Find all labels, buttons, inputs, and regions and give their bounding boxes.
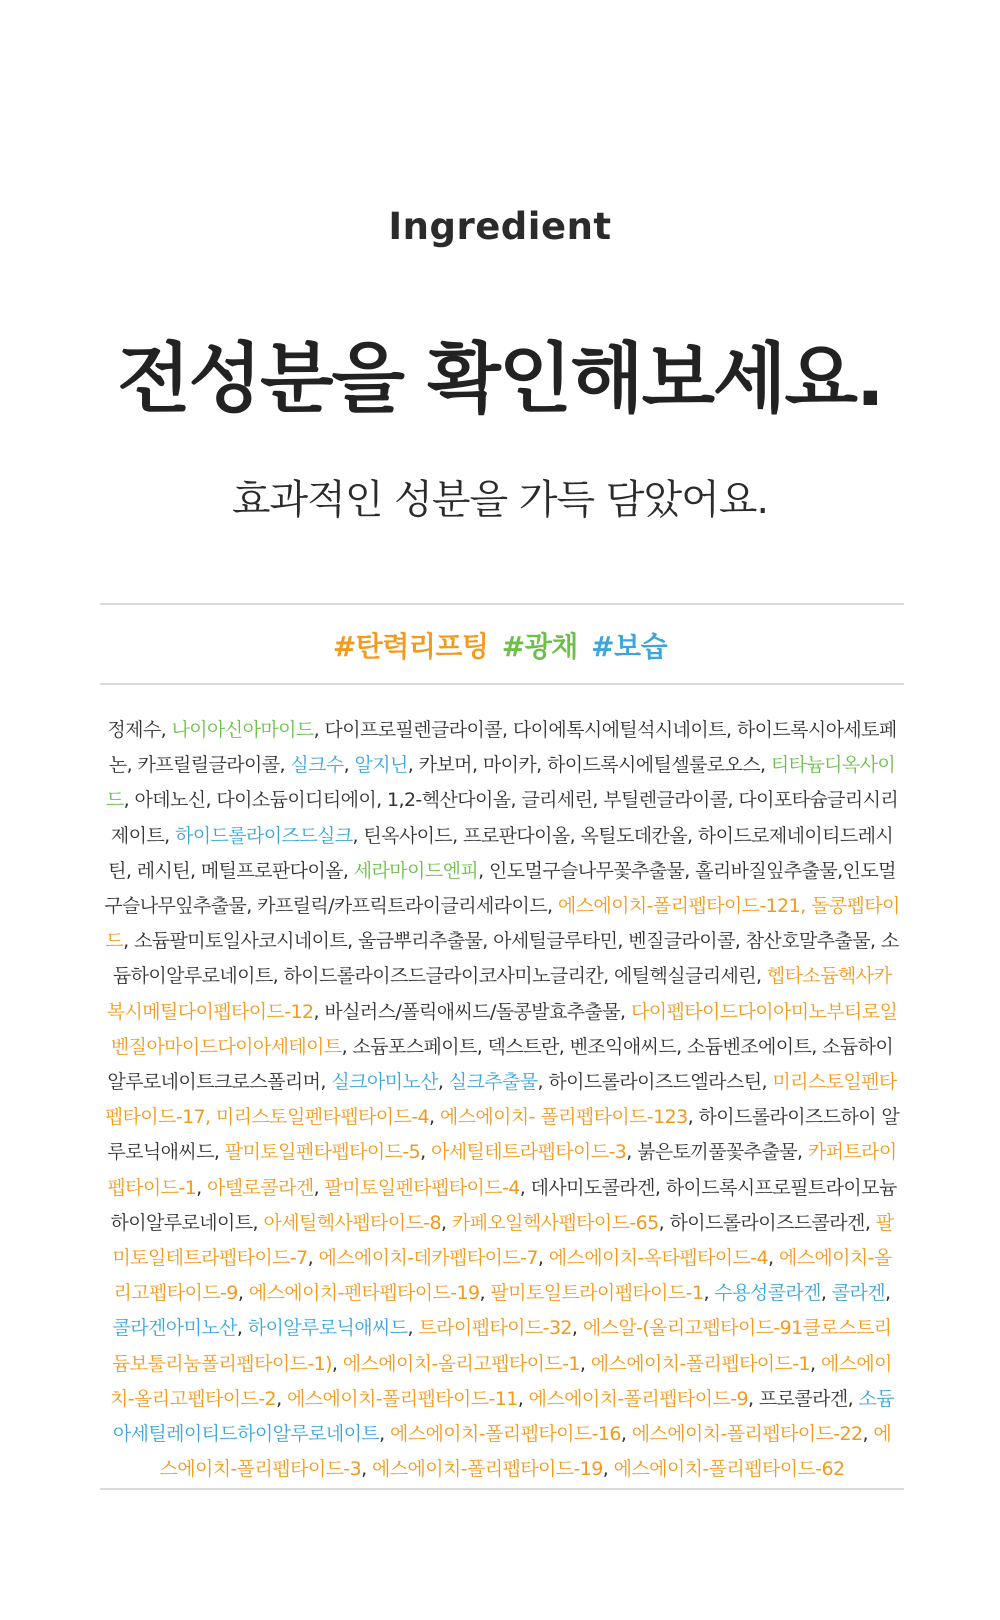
ingredient-text: , 아데노신, 다이소듐이디티에이, 1,2-헥산다이올, 글리세린, 부틸렌글라이콜, 다이포타슘글리시리제이트, [110,789,899,847]
ingredient-highlight: 나이아신아마이드 [171,719,314,741]
ingredient-text: , [517,1387,529,1410]
ingredient-highlight: 에스에이치-펜타펩타이드-19 [248,1282,480,1305]
ingredient-highlight: 실크아미노산 [331,1071,438,1094]
ingredient-highlight: 에스알-(올리고펩타이드-91클로스트리듐보툴리눔폴리펩타이드-1) [112,1317,892,1375]
ingredient-text: , [571,1317,583,1340]
page-title: 전성분을 확인해보세요. [117,334,883,423]
ingredient-highlight: 수용성콜라겐 [714,1282,821,1305]
section-eyebrow: Ingredient [388,205,612,248]
ingredient-text: , 프로콜라겐, [747,1387,859,1410]
ingredient-highlight: 에스에이치-올리고펩타이드-2 [110,1352,892,1410]
ingredient-highlight: 에스에이치-폴리펩타이드-1 [590,1352,811,1375]
ingredient-text: , [331,1352,343,1375]
ingredient-highlight: 에스에이치-폴리펩타이드-22 [631,1423,863,1446]
hashtag-row [0,625,1000,665]
ingredient-highlight: 콜라겐아미노산 [112,1317,237,1340]
ingredient-highlight: 하이알루로닉애씨드 [247,1317,408,1340]
ingredient-highlight: 티타늄디옥사이드 [105,754,896,812]
ingredient-text: , [862,1423,874,1446]
ingredient-highlight: 팔미토일펜타펩타이드-4 [324,1176,520,1199]
ingredient-highlight: 에스에이치-폴리펩타이드-121, 돌콩펩타이드 [105,895,900,953]
ingredient-text: , 다이프로필렌글라이콜, 다이에톡시에틸석시네이트, 하이드록시아세토페논, 카프릴릴글라이콜, [108,719,897,777]
ingredient-highlight: 아세틸테트라펩타이드-3 [430,1141,627,1164]
ingredient-text: 정제수, [107,719,172,741]
ingredient-highlight: 팔미토일트라이펩타이드-1 [490,1282,704,1305]
ingredient-text: , [620,1423,632,1446]
ingredient-text: , [361,1458,372,1481]
ingredient-highlight: 콜라겐 [831,1282,886,1305]
ingredient-text: , [343,754,355,777]
ingredient-text: , 카보머, 마이카, 하이드록시에틸셀룰로오스, [407,754,771,777]
ingredient-highlight: 하이드롤라이즈드실크 [174,824,353,847]
ingredient-text: , 붉은토끼풀꽃추출물, [626,1141,808,1164]
ingredient-highlight: 카페오일헥사펩타이드-65 [451,1211,659,1234]
ingredient-highlight: 소듐아세틸레이티드하이알루로네이트 [112,1387,894,1446]
ingredient-text: , 소듐포스페이트, 덱스트란, 벤조익애씨드, 소듐벤조에이트, 소듐하이알루로네이트크로스폴리머, [107,1035,894,1094]
ingredient-text: , [307,1247,319,1270]
ingredient-text: , 바실러스/폴릭애씨드/돌콩발효추출물, [313,1000,631,1023]
ingredient-highlight: 에스에이치-폴리펩타이드-62 [613,1458,845,1481]
ingredient-text: , [768,1247,779,1270]
ingredient-highlight: 헵타소듐헥사카복시메틸다이펩타이드-12 [106,965,892,1023]
ingredient-text: , 틴옥사이드, 프로판다이올, 옥틸도데칸올, 하이드로제네이티드레시틴, 레시틴, 메틸프로판다이올, [108,824,894,882]
ingredient-text: , 데사미도콜라겐, 하이드록시프로필트라이모늄하이알루로네이트, [110,1176,897,1234]
ingredient-highlight: 에스에이치-폴리펩타이드-19 [371,1458,603,1481]
ingredient-highlight: 에스에이치-폴리펩타이드-16 [390,1423,621,1446]
hashtag-moisture: #보습 [591,630,668,663]
ingredient-text: , [428,1106,440,1129]
ingredient-text: , 하이드롤라이즈드엘라스틴, [537,1071,773,1094]
ingredient-highlight: 에스에이치-올리고펩타이드-1 [342,1352,580,1375]
ingredient-text: , [537,1247,549,1270]
ingredient-text: , [820,1282,832,1305]
ingredient-text: , 소듐팔미토일사코시네이트, 울금뿌리추출물, 아세틸글루타민, 벤질글라이콜, 참산호말추출물, 소듐하이알루로네이트, 하이드롤라이즈드글라이코사미노글리칸, 에틸헥실글리세린, [112,930,899,988]
ingredient-text: , [440,1211,452,1234]
ingredient-text: , [420,1141,431,1164]
ingredient-highlight: 아텔로콜라겐 [207,1176,314,1199]
ingredient-highlight: 에스에이치-폴리펩타이드-3 [159,1423,892,1481]
ingredient-text: , [196,1176,208,1199]
ingredient-highlight: 실크추출물 [448,1071,538,1094]
ingredient-highlight: 미리스토일펜타펩타이드-17, 미리스토일펜타펩타이드-4 [104,1071,897,1129]
ingredient-text: , [407,1317,419,1340]
ingredient-text: , [602,1458,614,1481]
ingredient-highlight: 에스에이치-옥타펩타이드-4 [548,1247,768,1270]
ingredient-text: , [810,1352,821,1375]
ingredient-highlight: 세라마이드엔피 [353,859,479,882]
ingredient-text: , [479,1282,491,1305]
ingredient-highlight: 실크수 [290,754,344,777]
divider-middle [100,683,904,685]
ingredient-highlight: 트라이펩타이드-32 [418,1317,572,1340]
ingredient-text: , [703,1282,715,1305]
ingredient-highlight: 아세틸헥사펩타이드-8 [263,1211,441,1234]
ingredient-highlight: 카퍼트라이펩타이드-1 [107,1141,897,1199]
ingredient-highlight: 에스에이치-데카펩타이드-7 [318,1247,538,1270]
ingredient-text: , [276,1387,287,1410]
ingredient-highlight: 에스에이치-올리고펩타이드-9 [113,1247,892,1305]
ingredient-list [104,713,900,1487]
ingredient-highlight: 에스에이치- 폴리펩타이드-123 [439,1106,688,1129]
ingredient-highlight: 알지닌 [354,754,408,777]
ingredient-text: , [579,1352,591,1375]
ingredient-text: , 하이드롤라이즈드하이 알루로닉애씨드, [107,1106,900,1164]
ingredient-text: , [885,1282,891,1305]
ingredient-text: , 하이드롤라이즈드콜라겐, [658,1211,876,1234]
page-subtitle: 효과적인 성분을 가득 담았어요. [231,477,769,523]
ingredient-highlight: 에스에이치-폴리펩타이드-11 [286,1387,518,1410]
ingredient-text: , 인도멀구슬나무꽃추출물, 홀리바질잎추출물,인도멀구슬나무잎추출물, 카프릴릭/카프릭트라이글리세라이드, [104,859,896,918]
hashtag-lifting: #탄력리프팅 [332,630,489,663]
divider-bottom [100,1488,904,1490]
ingredient-highlight: 팔미토일펜타펩타이드-5 [224,1141,421,1164]
divider-top [100,603,904,605]
ingredient-highlight: 에스에이치-폴리펩타이드-9 [528,1387,748,1410]
ingredient-text: , [313,1176,325,1199]
ingredient-highlight: 다이펩타이드다이아미노부티로일벤질아마이드다이아세테이트 [110,1000,898,1058]
ingredient-text: , [437,1071,449,1094]
ingredient-text: , [237,1282,249,1305]
ingredient-text: , [236,1317,248,1340]
hashtag-glow: #광채 [501,630,578,663]
ingredient-text: , [379,1423,391,1446]
ingredient-highlight: 팔미토일테트라펩타이드-7 [112,1211,894,1270]
